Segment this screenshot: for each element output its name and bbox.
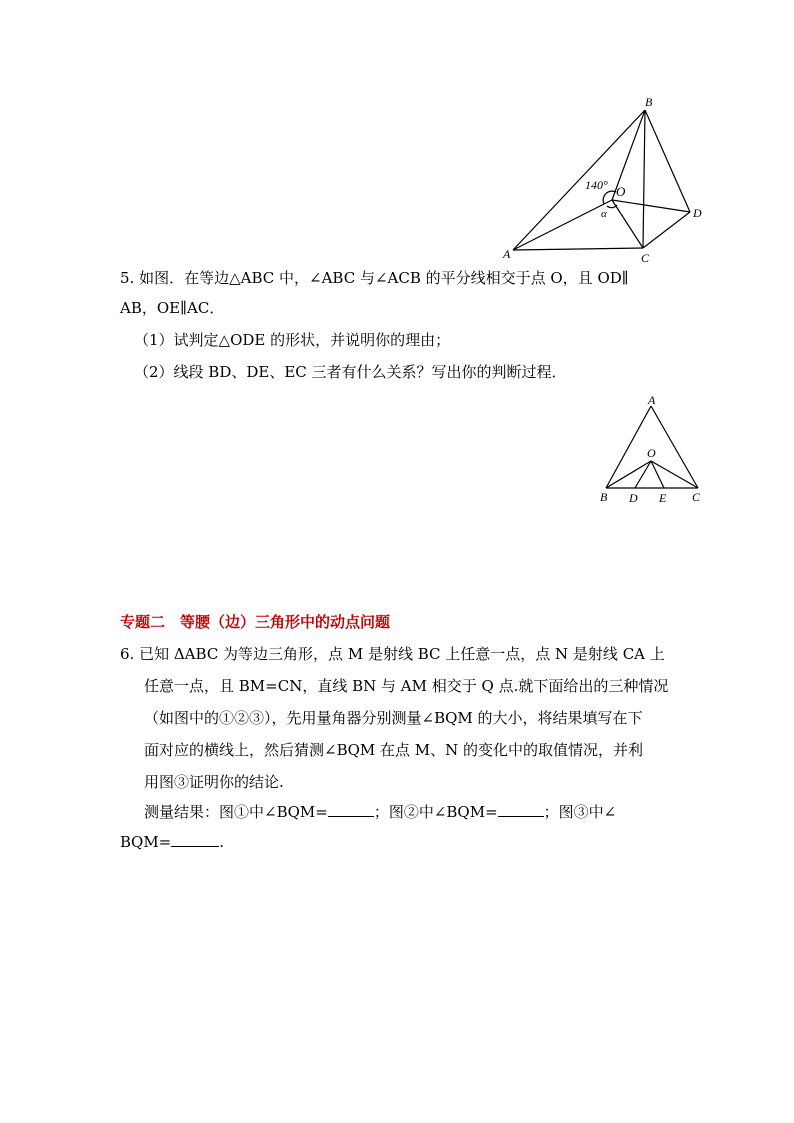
- segment-DO: [612, 200, 690, 212]
- label-alpha: α: [601, 208, 607, 220]
- label-D-2: D: [629, 491, 638, 505]
- label-O-2: O: [647, 446, 656, 460]
- segment-BC: [643, 110, 645, 248]
- q6-measure-fig1-label: 测量结果：图①中∠BQM=: [144, 803, 328, 821]
- label-angle-140: 140°: [585, 178, 608, 192]
- segment-AC: [513, 248, 643, 250]
- segment-OD: [635, 461, 651, 488]
- topic-2-title: 专题二 等腰（边）三角形中的动点问题: [120, 613, 391, 631]
- segment-BD: [645, 110, 690, 212]
- segment-CO: [612, 200, 643, 248]
- q5-line-2: AB，OE∥AC．: [120, 299, 225, 317]
- segment-AB-2: [606, 406, 651, 488]
- q6-measure-fig3-label: ；图③中∠: [543, 803, 617, 821]
- segment-AO: [513, 200, 612, 250]
- figure-2-diagram: [592, 390, 712, 510]
- label-A-2: A: [648, 393, 656, 407]
- q6-line-3: （如图中的①②③），先用量角器分别测量∠BQM 的大小，将结果填写在下: [144, 709, 643, 727]
- segment-CD: [643, 212, 690, 248]
- label-B-2: B: [600, 490, 608, 504]
- label-O: O: [616, 184, 626, 199]
- label-C-2: C: [692, 490, 701, 504]
- q6-line-5: 用图③证明你的结论.: [144, 773, 284, 791]
- label-B: B: [645, 95, 653, 109]
- label-C: C: [641, 251, 650, 265]
- label-A: A: [503, 247, 511, 261]
- q6-line-2: 任意一点，且 BM=CN，直线 BN 与 AM 相交于 Q 点.就下面给出的三种情况: [144, 677, 669, 695]
- q6-line-1: 6. 已知 ΔABC 为等边三角形，点 M 是射线 BC 上任意一点，点 N 是射线 CA 上: [120, 645, 665, 663]
- segment-AB: [513, 110, 645, 250]
- q6-measure-end: .: [219, 833, 225, 851]
- figure-1-diagram: [495, 90, 715, 270]
- q6-measure-line-2: [120, 832, 224, 852]
- answer-blank-fig1[interactable]: [328, 802, 374, 817]
- label-E-2: E: [659, 491, 667, 505]
- q5-sub-1: （1）试判定△ODE 的形状，并说明你的理由；: [134, 331, 451, 349]
- q6-line-4: 面对应的横线上，然后猜测∠BQM 在点 M、N 的变化中的取值情况，并利: [144, 741, 644, 759]
- answer-blank-fig3[interactable]: [171, 832, 219, 847]
- q5-sub-2: （2）线段 BD、DE、EC 三者有什么关系？写出你的判断过程．: [134, 363, 567, 381]
- answer-blank-fig2[interactable]: [498, 802, 544, 817]
- q6-measure-line: [144, 802, 616, 822]
- q5-line-1: 5. 如图．在等边△ABC 中，∠ABC 与∠ACB 的平分线相交于点 O，且 OD∥: [120, 269, 629, 287]
- q6-measure-fig2-label: ；图②中∠BQM=: [373, 803, 498, 821]
- q6-measure-fig3-label-cont: BQM=: [120, 833, 172, 851]
- label-D: D: [693, 206, 702, 220]
